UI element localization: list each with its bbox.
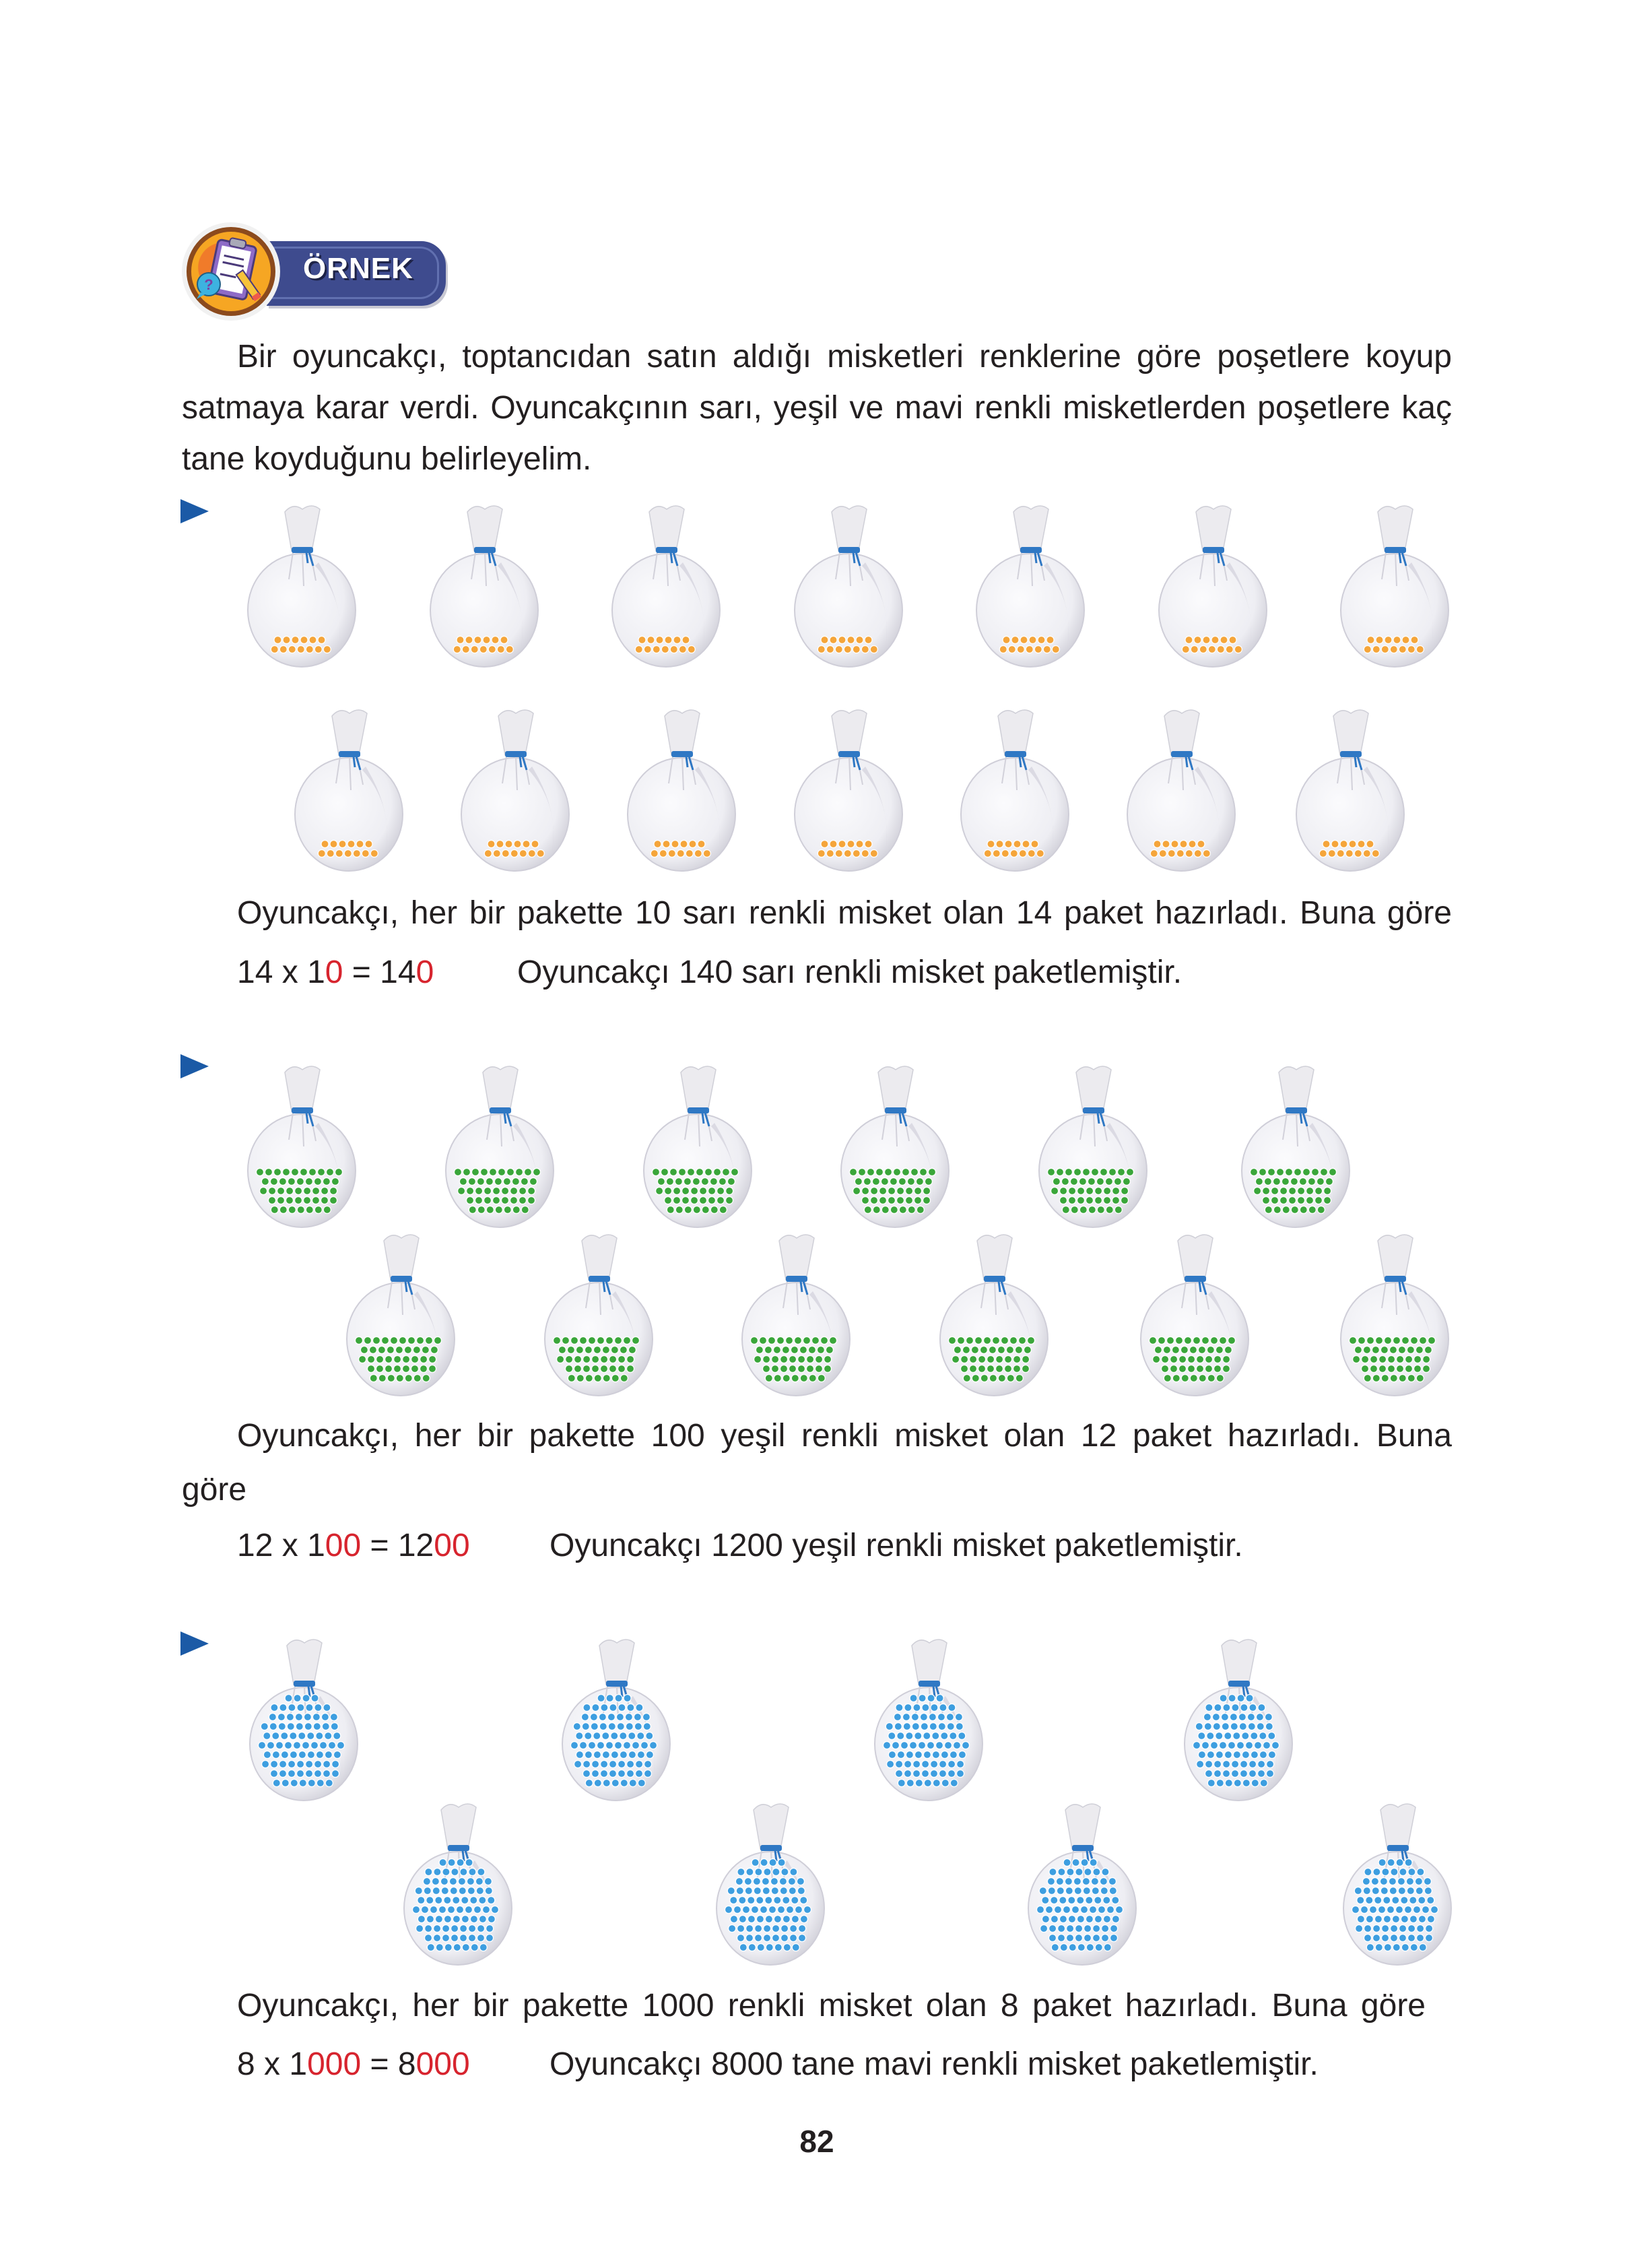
blue-marble-bag-icon: [559, 1632, 673, 1802]
yellow-marble-bag-icon: [1156, 498, 1270, 668]
intro-paragraph: Bir oyuncakçı, toptancıdan satın aldığı misketleri renklerine göre poşetlere koyup satmaya karar verdi. Oyuncakçının sarı, yeşil ve mavi renkli misketlerden poşetlere kaç tane koyduğunu belirleyelim.: [182, 339, 1452, 477]
green-marble-bag-icon: [1036, 1059, 1150, 1229]
green-marble-bag-icon: [739, 1227, 853, 1397]
green-description: Oyuncakçı, her bir pakette 100 yeşil renkli misket olan 12 paket hazırladı. Buna: [237, 1418, 1452, 1454]
yellow-marble-bag-icon: [1337, 498, 1452, 668]
green-marble-bag-icon: [541, 1227, 656, 1397]
equation-zeros-factor: 00: [325, 1528, 362, 1563]
equation-zeros-factor: 0: [325, 954, 343, 990]
yellow-marble-bag-icon: [624, 703, 739, 872]
equation-zeros-result: 0: [415, 954, 434, 990]
green-marble-bag-icon: [244, 1059, 359, 1229]
yellow-result: Oyuncakçı 140 sarı renkli misket paketlemiştir.: [517, 954, 1183, 990]
equation-left: 14 x 1: [237, 954, 325, 990]
green-marble-bag-icon: [1238, 1059, 1353, 1229]
equation-zeros-factor: 000: [307, 2046, 362, 2082]
blue-marble-bag-icon: [1025, 1796, 1139, 1966]
blue-marble-bag-icon: [401, 1796, 515, 1966]
blue-marble-bag-icon: [713, 1796, 828, 1966]
blue-marble-bag-icon: [246, 1632, 361, 1802]
yellow-marble-bag-icon: [427, 498, 541, 668]
yellow-marble-bag-icon: [791, 703, 906, 872]
green-marble-bag-icon: [937, 1227, 1051, 1397]
clipboard-question-icon: [182, 222, 280, 321]
page-number: 82: [799, 2124, 834, 2159]
bullet-arrow-icon: [180, 1054, 209, 1078]
yellow-marble-bag-icon: [458, 703, 572, 872]
equation-left: 12 x 1: [237, 1528, 325, 1563]
green-marble-bag-icon: [343, 1227, 458, 1397]
green-equation: [237, 1520, 470, 1572]
yellow-equation: [237, 947, 434, 998]
example-badge: [180, 221, 450, 322]
equation-zeros-result: 00: [434, 1528, 470, 1563]
blue-marble-bag-icon: [1181, 1632, 1296, 1802]
yellow-marble-bag-icon: [1124, 703, 1238, 872]
green-marble-bag-icon: [640, 1059, 755, 1229]
blue-result: Oyuncakçı 8000 tane mavi renkli misket paketlemiştir.: [550, 2046, 1319, 2082]
svg-text:?: ?: [204, 276, 213, 293]
equation-left: 8 x 1: [237, 2046, 308, 2082]
yellow-marble-bag-icon: [609, 498, 723, 668]
equation-equals: = 14: [343, 954, 416, 990]
blue-marble-bag-icon: [871, 1632, 986, 1802]
green-marble-bag-icon: [838, 1059, 952, 1229]
green-marble-bag-icon: [1337, 1227, 1452, 1397]
equation-equals: = 8: [361, 2046, 416, 2082]
badge-label: ÖRNEK: [303, 252, 413, 285]
blue-description: Oyuncakçı, her bir pakette 1000 renkli misket olan 8 paket hazırladı. Buna göre: [237, 1988, 1426, 2023]
yellow-marble-bag-icon: [973, 498, 1088, 668]
yellow-marble-bag-icon: [958, 703, 1072, 872]
blue-marble-bag-icon: [1340, 1796, 1455, 1966]
yellow-marble-bag-icon: [791, 498, 906, 668]
yellow-description: Oyuncakçı, her bir pakette 10 sarı renkli misket olan 14 paket hazırladı. Buna göre: [237, 895, 1452, 931]
equation-zeros-result: 000: [415, 2046, 470, 2082]
badge-emblem: [182, 222, 280, 321]
bullet-arrow-icon: [180, 1631, 209, 1656]
equation-equals: = 12: [361, 1528, 434, 1563]
green-description-wrap: göre: [182, 1472, 247, 1508]
yellow-marble-bag-icon: [1293, 703, 1407, 872]
green-marble-bag-icon: [442, 1059, 557, 1229]
green-result: Oyuncakçı 1200 yeşil renkli misket paketlemiştir.: [550, 1528, 1243, 1563]
blue-equation: [237, 2039, 470, 2090]
yellow-marble-bag-icon: [292, 703, 406, 872]
green-marble-bag-icon: [1137, 1227, 1252, 1397]
yellow-marble-bag-icon: [244, 498, 359, 668]
bullet-arrow-icon: [180, 499, 209, 523]
